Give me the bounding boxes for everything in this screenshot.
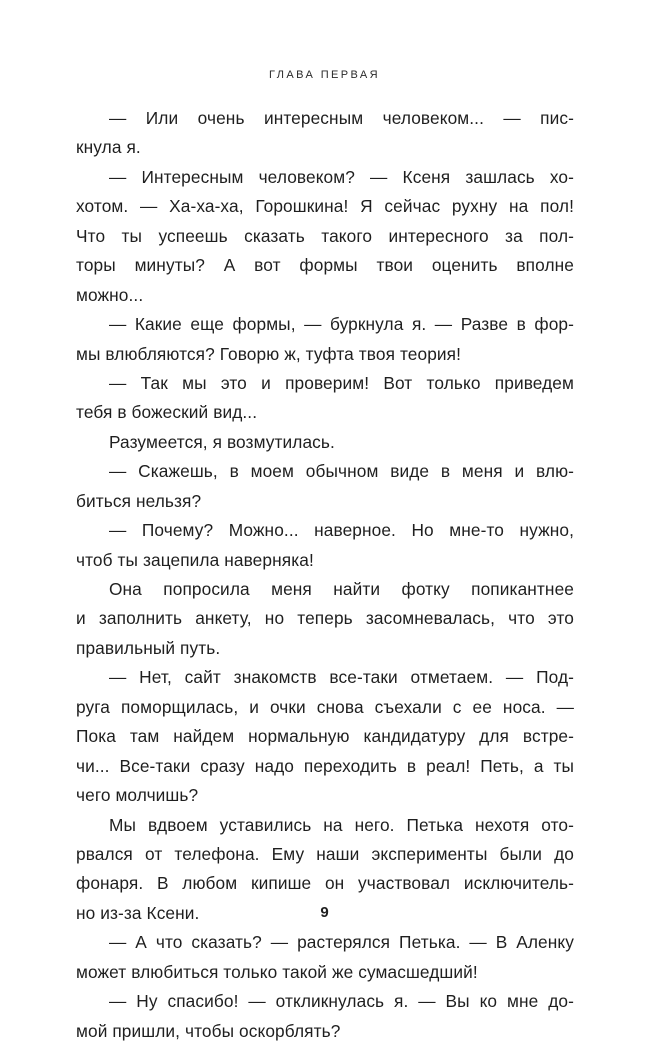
text-line: Она попросила меня найти фотку попикантнее xyxy=(109,579,574,599)
text-line: — Нет, сайт знакомств все-таки отметаем. — Под- xyxy=(109,667,574,688)
text-line: биться нельзя? xyxy=(76,490,202,511)
text-line: торы минуты? А вот формы твои оценить вполне xyxy=(76,255,574,276)
text-line: мы влюбляются? Говорю ж, туфта твоя теория! xyxy=(76,343,462,364)
text-line: руга поморщилась, и очки снова съехали с ее носа. — xyxy=(76,696,574,717)
text-line: хотом. — Ха-ха-ха, Горошкина! Я сейчас рухну на пол! xyxy=(76,196,574,217)
text-line: чи... Все-таки сразу надо переходить в реал! Петь, а ты xyxy=(76,755,574,776)
chapter-header: ГЛАВА ПЕРВАЯ xyxy=(269,69,380,81)
page-number: 9 xyxy=(320,904,329,921)
text-line: чтоб ты зацепила наверняка! xyxy=(76,549,314,570)
text-line: — Интересным человеком? — Ксеня зашлась хо- xyxy=(109,166,574,187)
text-line: кнула я. xyxy=(76,137,141,158)
text-line: правильный путь. xyxy=(76,637,221,658)
text-line: Разумеется, я возмутилась. xyxy=(109,431,335,452)
text-line: можно... xyxy=(76,284,144,305)
text-line: может влюбиться только такой же сумасшедший! xyxy=(76,961,478,982)
text-line: тебя в божеский вид... xyxy=(76,402,258,423)
text-line: — Или очень интересным человеком... — пис- xyxy=(109,108,574,128)
text-line: фонаря. В любом кипише он участвовал исключитель- xyxy=(76,873,574,894)
text-line: рвался от телефона. Ему наши эксперименты были до xyxy=(76,843,574,864)
text-line: и заполнить анкету, но теперь засомневалась, что это xyxy=(76,608,574,629)
text-line: но из-за Ксени. xyxy=(76,902,200,923)
text-line: — Ну спасибо! — откликнулась я. — Вы ко мне до- xyxy=(109,991,574,1012)
text-line: чего молчишь? xyxy=(76,785,199,806)
text-line: — А что сказать? — растерялся Петька. — В Аленку xyxy=(109,932,574,953)
text-line: Пока там найдем нормальную кандидатуру для встре- xyxy=(76,726,574,747)
text-line: Мы вдвоем уставились на него. Петька нехотя ото- xyxy=(109,814,574,835)
text-line: Что ты успеешь сказать такого интересного за пол- xyxy=(76,225,574,246)
text-line: мой пришли, чтобы оскорблять? xyxy=(76,1020,341,1041)
text-line: — Так мы это и проверим! Вот только приведем xyxy=(109,372,574,393)
text-line: — Какие еще формы, — буркнула я. — Разве в фор- xyxy=(109,314,574,335)
text-line: — Почему? Можно... наверное. Но мне-то нужно, xyxy=(109,520,574,541)
text-line: — Скажешь, в моем обычном виде в меня и влю- xyxy=(109,461,574,482)
